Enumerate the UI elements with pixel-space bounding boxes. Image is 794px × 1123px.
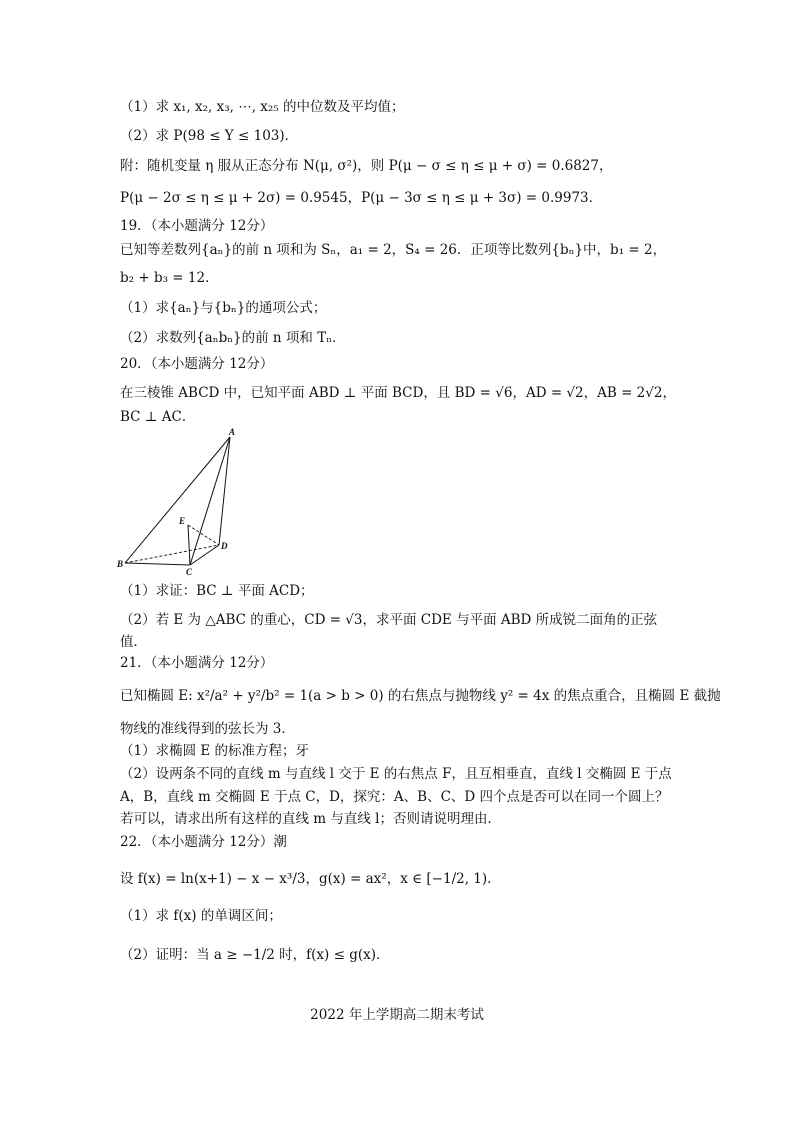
q19-statement: 已知等差数列{aₙ}的前 n 项和为 Sₙ，a₁ = 2，S₄ = 26．正项等比数列{bₙ}中，b₁ = 2， [120, 242, 667, 258]
q19-part1: （1）求{aₙ}与{bₙ}的通项公式； [120, 300, 327, 316]
q19-statement-cont: b₂ + b₃ = 12． [120, 270, 219, 286]
appendix-normal-distribution-cont: P(μ − 2σ ≤ η ≤ μ + 2σ) = 0.9545，P(μ − 3σ ≤ η ≤ μ + 3σ) = 0.9973． [120, 190, 603, 206]
q21-statement-cont: 物线的准线得到的弦长为 3． [120, 721, 295, 737]
q18-part2: （2）求 P(98 ≤ Y ≤ 103)． [120, 128, 299, 144]
label-C: C [186, 567, 193, 575]
q22-statement: 设 f(x) = ln(x+1) − x − x³/3，g(x) = ax²，x ∈ [−1/2, 1)． [120, 871, 501, 887]
q22-part2: （2）证明：当 a ≥ −1/2 时，f(x) ≤ g(x)． [120, 947, 390, 963]
edge-BD-hidden [125, 545, 219, 563]
q20-part2: （2）若 E 为 △ABC 的重心，CD = √3，求平面 CDE 与平面 ABD 所成锐二面角的正弦 [120, 612, 658, 628]
page-footer: 2022 年上学期高二期末考试 [310, 1007, 484, 1023]
q18-part1: （1）求 x₁, x₂, x₃, ⋯, x₂₅ 的中位数及平均值； [120, 99, 405, 115]
q22-heading: 22．（本小题满分 12分）潮 [120, 834, 287, 850]
label-A: A [229, 427, 236, 437]
edge-EC [188, 525, 190, 565]
q21-part2-cont2: 若可以，请求出所有这样的直线 m 与直线 l；否则请说明理由． [120, 811, 501, 827]
q20-heading: 20．（本小题满分 12分） [120, 356, 274, 372]
q19-part2: （2）求数列{aₙbₙ}的前 n 项和 Tₙ． [120, 330, 346, 346]
q19-heading: 19．（本小题满分 12分） [120, 218, 274, 234]
label-D: D [221, 541, 228, 551]
appendix-normal-distribution: 附：随机变量 η 服从正态分布 N(μ, σ²)，则 P(μ − σ ≤ η ≤ μ + σ) = 0.6827， [120, 158, 613, 174]
q20-part2-cont: 值． [120, 634, 147, 650]
q20-statement: 在三棱锥 ABCD 中，已知平面 ABD ⊥ 平面 BCD，且 BD = √6，AD = √2，AB = 2√2， [120, 385, 676, 401]
tetrahedron-figure [115, 425, 240, 575]
edge-BC [125, 563, 190, 565]
q21-heading: 21．（本小题满分 12分） [120, 655, 274, 671]
q21-statement: 已知椭圆 E: x²/a² + y²/b² = 1(a > b > 0) 的右焦点与抛物线 y² = 4x 的焦点重合，且椭圆 E 截抛 [120, 688, 721, 704]
edge-ED-hidden [188, 525, 219, 545]
q21-part2: （2）设两条不同的直线 m 与直线 l 交于 E 的右焦点 F，且互相垂直，直线 l 交椭圆 E 于点 [120, 766, 672, 782]
q20-part1: （1）求证：BC ⊥ 平面 ACD； [120, 583, 314, 599]
edge-AB [125, 437, 230, 563]
q22-part1: （1）求 f(x) 的单调区间； [120, 908, 282, 924]
q21-part2-cont1: A，B，直线 m 交椭圆 E 于点 C，D，探究：A、B、C、D 四个点是否可以在同一个圆上？ [120, 789, 669, 805]
q21-part1: （1）求椭圆 E 的标准方程；牙 [120, 743, 310, 759]
label-B: B [117, 559, 124, 569]
q20-statement-cont: BC ⊥ AC． [120, 409, 196, 425]
label-E: E [179, 516, 186, 526]
